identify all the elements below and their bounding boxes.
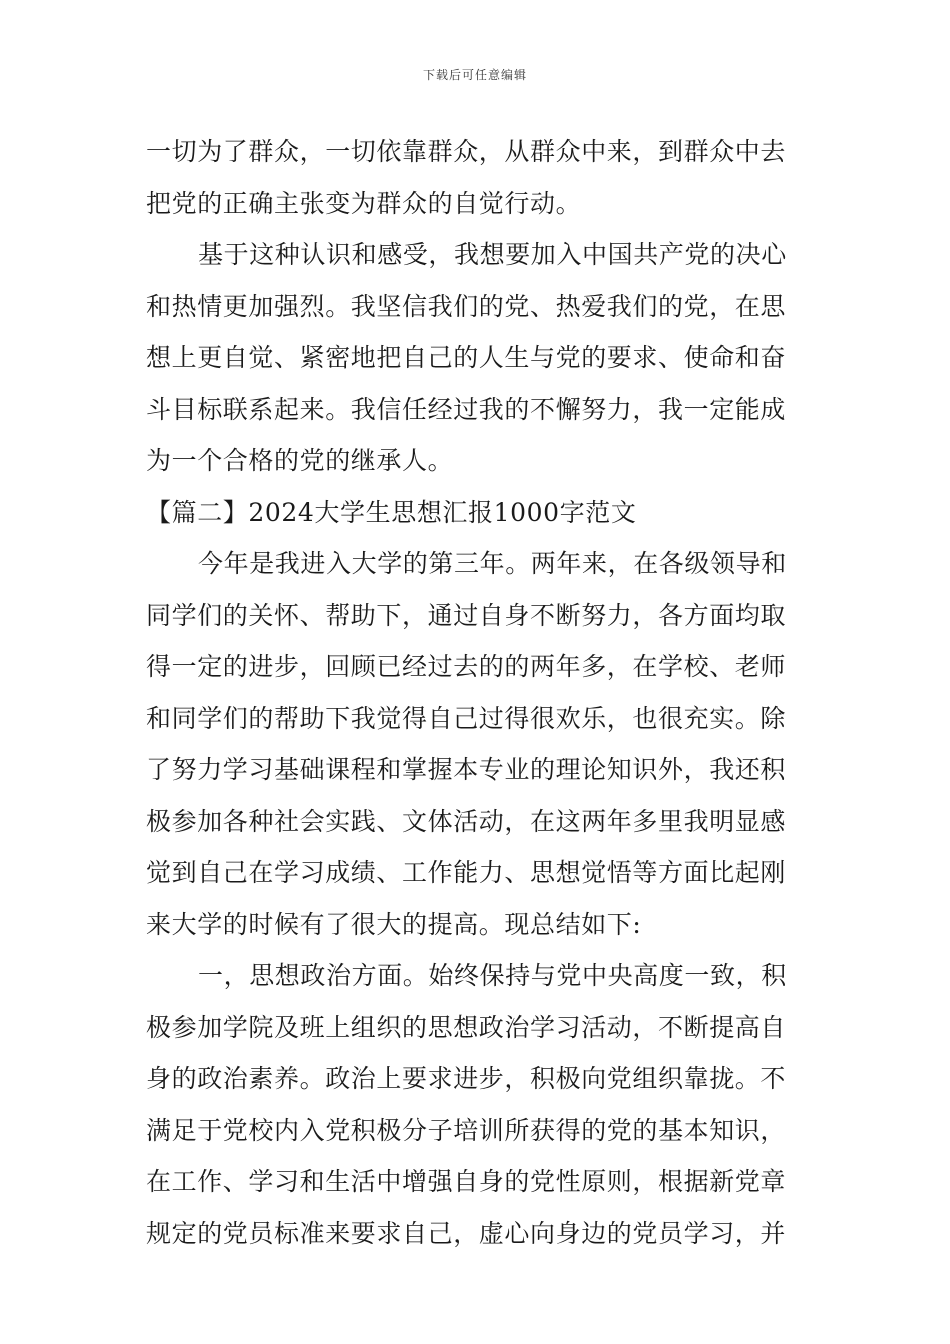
text-line: 规定的党员标准来要求自己，虚心向身边的党员学习，并 <box>146 1218 787 1248</box>
text-line: 今年是我进入大学的第三年。两年来，在各级领导和 <box>198 549 787 578</box>
text-line: 觉到自己在学习成绩、工作能力、思想觉悟等方面比起刚 <box>146 858 787 887</box>
text-line: 来大学的时候有了很大的提高。现总结如下: <box>146 909 642 939</box>
text-line: 同学们的关怀、帮助下，通过自身不断努力，各方面均取 <box>146 600 787 630</box>
text-line: 基于这种认识和感受，我想要加入中国共产党的决心 <box>198 240 787 269</box>
header-note: 下载后可任意编辑 <box>422 68 527 82</box>
text-line: 想上更自觉、紧密地把自己的人生与党的要求、使命和奋 <box>146 343 787 372</box>
text-line: 身的政治素养。政治上要求进步，积极向党组织靠拢。不 <box>146 1064 787 1093</box>
text-line: 把党的正确主张变为群众的自觉行动。 <box>146 188 582 218</box>
section-heading: 【篇二】2024大学生思想汇报1000字范文 <box>146 497 637 527</box>
text-line: 为一个合格的党的继承人。 <box>146 446 454 475</box>
text-line: 了努力学习基础课程和掌握本专业的理论知识外，我还积 <box>146 755 787 784</box>
text-line: 极参加学院及班上组织的思想政治学习活动，不断提高自 <box>146 1012 787 1042</box>
text-line: 一切为了群众，一切依靠群众，从群众中来，到群众中去 <box>146 137 787 166</box>
text-line: 一，思想政治方面。始终保持与党中央高度一致，积 <box>198 961 787 990</box>
text-line: 和热情更加强烈。我坚信我们的党、热爱我们的党，在思 <box>146 291 787 321</box>
text-line: 在工作、学习和生活中增强自身的党性原则，根据新党章 <box>146 1167 787 1196</box>
document-body <box>146 126 806 1259</box>
text-line: 得一定的进步，回顾已经过去的的两年多，在学校、老师 <box>146 652 787 681</box>
text-line: 极参加各种社会实践、文体活动，在这两年多里我明显感 <box>146 806 787 836</box>
text-line: 和同学们的帮助下我觉得自己过得很欢乐，也很充实。除 <box>146 703 787 733</box>
text-line: 斗目标联系起来。我信任经过我的不懈努力，我一定能成 <box>146 394 787 424</box>
text-line: 满足于党校内入党积极分子培训所获得的党的基本知识， <box>146 1115 787 1145</box>
